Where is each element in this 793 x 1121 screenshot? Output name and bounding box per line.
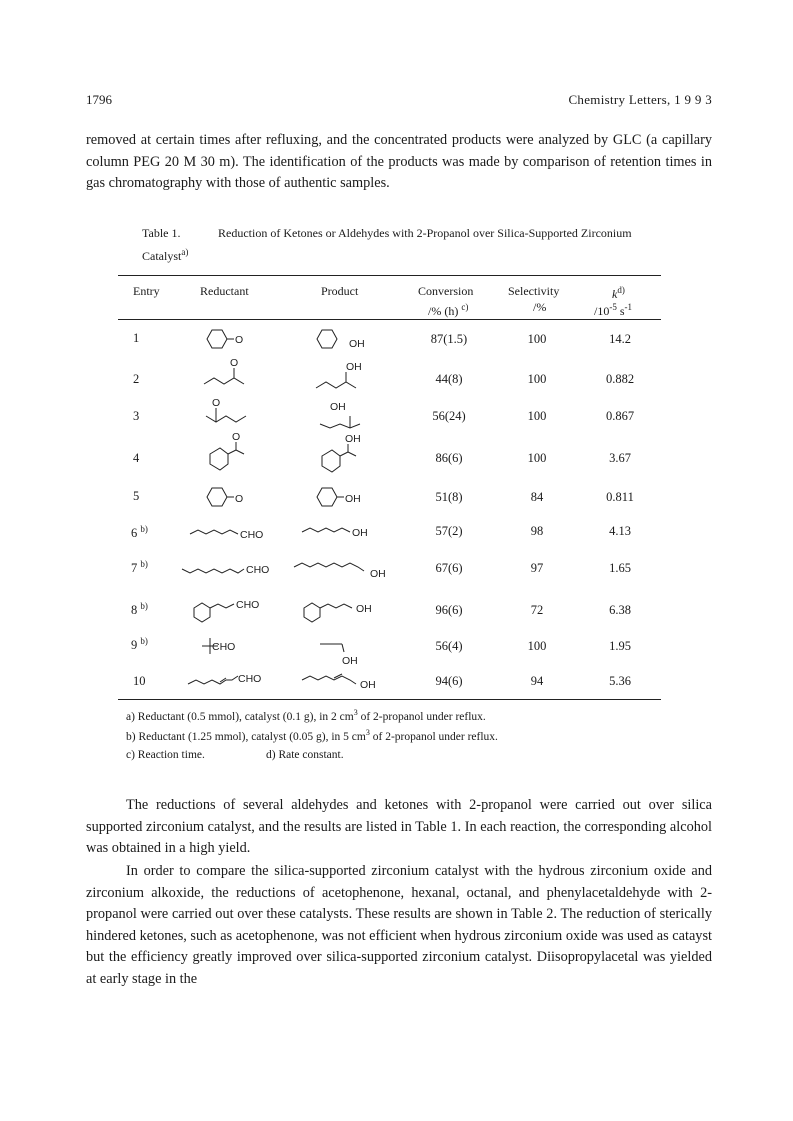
- product-structure: [312, 398, 382, 432]
- conversion-value: 44(8): [435, 372, 463, 386]
- selectivity-value: 100: [527, 639, 547, 653]
- reductant-structure: [202, 328, 262, 354]
- reductant-structure: [180, 559, 280, 579]
- table-header-rule: [118, 319, 661, 320]
- header-reductant: Reductant: [200, 284, 249, 298]
- rate-constant-value: 14.2: [609, 332, 631, 346]
- svg-text:CHO: CHO: [238, 673, 262, 685]
- header-k-unit: [594, 300, 632, 318]
- k-unit-exp1: -5: [609, 302, 617, 312]
- table-row-entry: 10: [133, 674, 146, 688]
- svg-text:O: O: [235, 334, 244, 346]
- conversion-value: 56(24): [432, 409, 466, 423]
- header-selectivity: Selectivity: [508, 284, 560, 298]
- rate-constant-value: 0.867: [605, 409, 635, 423]
- product-structure: [300, 522, 390, 542]
- selectivity-value: 97: [530, 561, 544, 575]
- svg-text:OH: OH: [356, 603, 372, 615]
- selectivity-value: 94: [530, 674, 544, 688]
- footnote-c: c) Reaction time.: [126, 749, 205, 761]
- svg-text:CHO: CHO: [246, 564, 270, 576]
- rate-constant-value: 4.13: [609, 524, 631, 538]
- conversion-value: 57(2): [435, 524, 463, 538]
- selectivity-value: 84: [530, 490, 544, 504]
- table-title-note: a): [181, 247, 189, 257]
- header-entry: Entry: [133, 284, 160, 298]
- rate-constant-value: 3.67: [609, 451, 631, 465]
- selectivity-value: 100: [527, 409, 547, 423]
- page-number: 1796: [86, 92, 112, 107]
- svg-text:O: O: [235, 493, 244, 505]
- table-row-entry: 7 $^{b)}$: [131, 559, 148, 576]
- svg-text:OH: OH: [360, 679, 376, 691]
- conversion-value: 86(6): [435, 451, 463, 465]
- svg-text:OH: OH: [349, 338, 365, 350]
- conversion-value: 87(1.5): [430, 332, 468, 346]
- selectivity-value: 98: [530, 524, 544, 538]
- svg-text:OH: OH: [346, 361, 362, 373]
- reductant-structure: [202, 486, 262, 512]
- product-structure: [300, 670, 390, 694]
- svg-text:OH: OH: [330, 401, 346, 413]
- table-row-entry: 4: [133, 451, 140, 465]
- table-row-entry: 8 $^{b)}$: [131, 601, 148, 618]
- header-conversion: Conversion: [418, 284, 474, 298]
- k-note: d): [617, 285, 625, 295]
- table-caption: [142, 224, 662, 266]
- footnote-d: d) Rate constant.: [266, 749, 344, 761]
- svg-text:O: O: [212, 397, 221, 409]
- table-row-entry: 2: [133, 372, 140, 386]
- product-structure: [298, 594, 388, 626]
- svg-text:CHO: CHO: [236, 599, 260, 611]
- table-row-entry: 1: [133, 331, 140, 345]
- k-symbol: k: [612, 287, 618, 301]
- rate-constant-value: 6.38: [609, 603, 631, 617]
- body-paragraph-1: The reductions of several aldehydes and ketones with 2-propanol were carried out over silica supported zirconium catalyst, and the results are listed in Table 1. In each reaction, the corresponding alcohol was obtained in a high yield.: [86, 797, 712, 856]
- reductant-structure: [200, 394, 260, 428]
- svg-text:CHO: CHO: [212, 641, 236, 653]
- conversion-value: 56(4): [435, 639, 463, 653]
- conversion-unit-note: c): [461, 302, 469, 312]
- rate-constant-value: 5.36: [609, 674, 631, 688]
- footnote-a: a) Reductant (0.5 mmol), catalyst (0.1 g), in 2 $cm^3$ of 2-propanol under reflux.: [126, 708, 486, 723]
- svg-text:O: O: [230, 357, 239, 369]
- header-conversion-unit: [428, 300, 468, 318]
- k-unit-mid: s: [616, 304, 625, 318]
- table-label: Table 1.: [142, 226, 181, 240]
- table-row-entry: 9 $^{b)}$: [131, 636, 148, 653]
- conversion-value: 96(6): [435, 603, 463, 617]
- svg-text:OH: OH: [342, 655, 358, 667]
- svg-text:OH: OH: [352, 527, 368, 539]
- reductant-structure: [198, 636, 258, 658]
- product-structure: [312, 434, 382, 476]
- svg-text:OH: OH: [345, 433, 361, 445]
- table-bottom-rule: [118, 699, 661, 700]
- conversion-value: 94(6): [435, 674, 463, 688]
- header-k: [612, 283, 625, 301]
- table-row-entry: 5: [133, 489, 140, 503]
- rate-constant-value: 0.811: [606, 490, 634, 504]
- reductant-structure: [200, 432, 260, 474]
- conversion-value: 51(8): [435, 490, 463, 504]
- k-unit-exp2: -1: [624, 302, 633, 312]
- rate-constant-value: 1.95: [609, 639, 631, 653]
- table-row-entry: 3: [133, 409, 140, 423]
- table-row-entry: 6 $^{b)}$: [131, 524, 148, 541]
- product-structure: [312, 328, 382, 354]
- conversion-unit-text: /% (h): [428, 304, 459, 318]
- selectivity-value: 100: [527, 372, 547, 386]
- table-top-rule: [118, 275, 661, 276]
- rate-constant-value: 0.882: [605, 372, 635, 386]
- conversion-value: 67(6): [435, 561, 463, 575]
- journal-header: Chemistry Letters, 1 9 9 3: [568, 92, 712, 107]
- rate-constant-value: 1.65: [609, 561, 631, 575]
- product-structure: [292, 557, 392, 581]
- svg-text:CHO: CHO: [240, 529, 264, 541]
- reductant-structure: [188, 524, 278, 544]
- intro-paragraph: removed at certain times after refluxing, and the concentrated products were analyzed by GLC (a capillary column PEG 20 M 30 m). The identification of the products was made by comparison of retention times in gas chromatography with those of authentic samples.: [86, 132, 712, 191]
- selectivity-value: 100: [527, 332, 547, 346]
- svg-text:OH: OH: [370, 568, 386, 580]
- svg-text:O: O: [232, 431, 241, 443]
- footnote-b: b) Reductant (1.25 mmol), catalyst (0.05 g), in 5 $cm^3$ of 2-propanol under reflux.: [126, 728, 498, 743]
- k-unit-pre: /10: [594, 304, 610, 318]
- product-structure: [312, 486, 382, 512]
- reductant-structure: [186, 670, 276, 690]
- product-structure: [312, 358, 382, 392]
- product-structure: [318, 640, 378, 666]
- header-product: Product: [321, 284, 359, 298]
- reductant-structure: [200, 354, 260, 388]
- body-paragraph-2: In order to compare the silica-supported zirconium catalyst with the hydrous zirconium oxide and zirconium alkoxide, the reductions of acetophenone, hexanal, octanal, and phenylacetaldehyde with 2-propanol were carried out over these catalysts. These results are shown in Table 2. The reduction of sterically hindered ketones, such as acetophenone, was not efficient when hydrous zirconium oxide was used as catayst but the efficiency greatly improved over silica-supported zirconium catalyst. Diisopropylacetal was yielded at early stage in the: [86, 863, 712, 987]
- reductant-structure: [188, 594, 278, 626]
- table-title: Reduction of Ketones or Aldehydes with 2-Propanol over Silica-Supported Zirconium Catalyst: [142, 226, 632, 263]
- selectivity-value: 72: [530, 603, 544, 617]
- header-selectivity-unit: /%: [533, 300, 547, 314]
- svg-text:OH: OH: [345, 493, 361, 505]
- selectivity-value: 100: [527, 451, 547, 465]
